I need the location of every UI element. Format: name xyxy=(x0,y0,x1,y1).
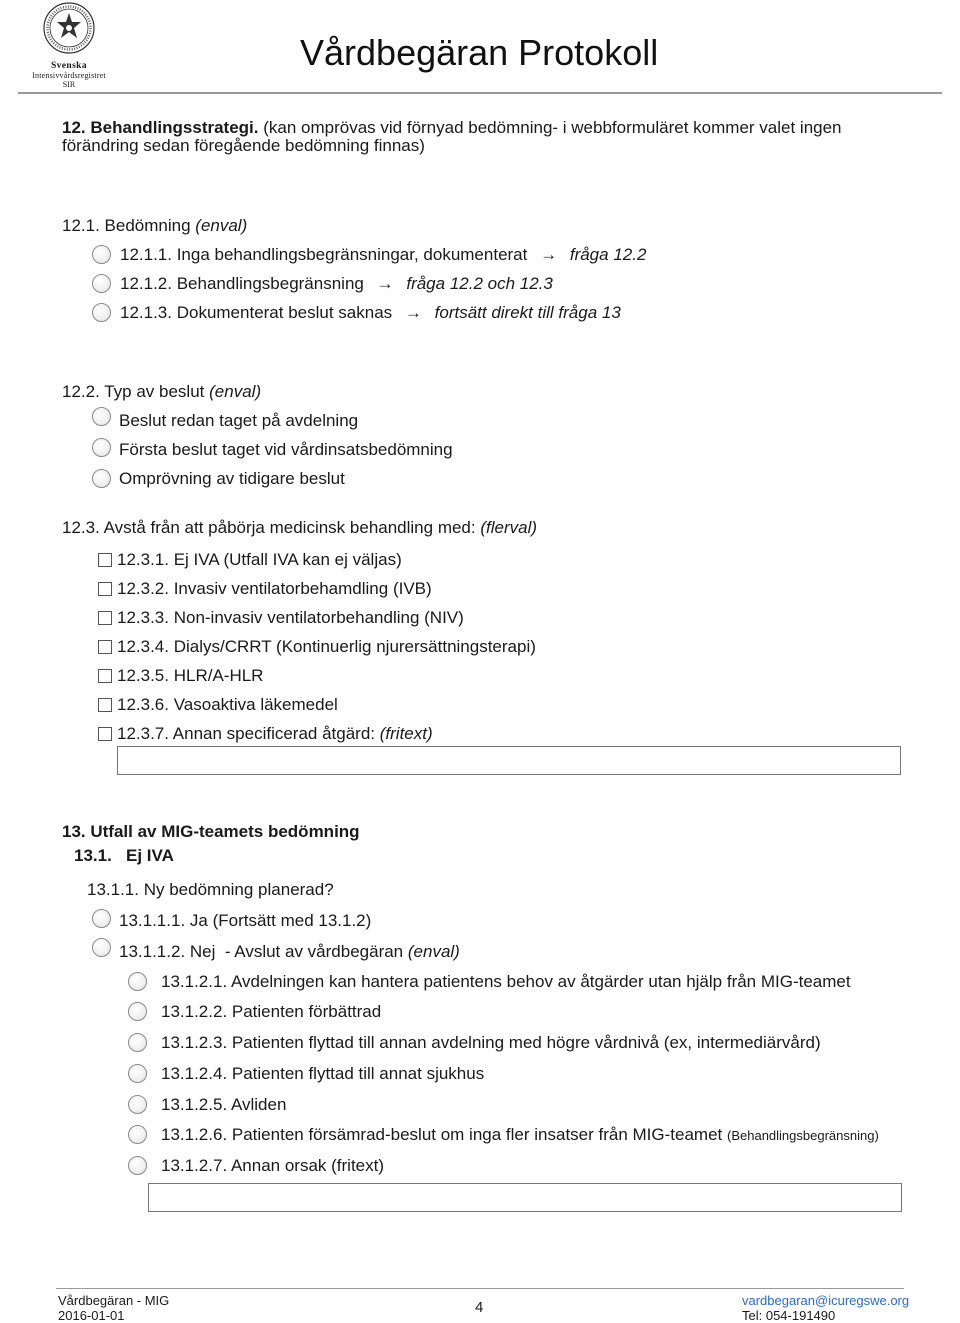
option-12-3-2: 12.3.2. Invasiv ventilatorbehamdling (IVB) xyxy=(117,579,432,598)
checkbox-12-3-6[interactable] xyxy=(98,698,112,712)
option-12-3-7-mode: (fritext) xyxy=(379,724,433,743)
sir-seal-emblem xyxy=(43,2,95,54)
option-12-1-1 xyxy=(120,245,646,265)
option-12-1-3-target: fortsätt direkt till fråga 13 xyxy=(434,303,621,322)
option-13-1-1-2-label: 13.1.1.2. Nej - Avslut av vårdbegäran xyxy=(119,942,404,961)
radio-12-1-1[interactable] xyxy=(92,245,111,264)
arrow-right-icon: → xyxy=(376,274,394,293)
section-12-note-line2: förändring sedan föregående bedömning finnas) xyxy=(62,136,425,155)
question-12-2-label: 12.2. Typ av beslut xyxy=(62,382,205,401)
section-12-intro xyxy=(62,118,842,138)
question-12-3-mode: (flerval) xyxy=(480,518,538,537)
section-13-heading: 13. Utfall av MIG-teamets bedömning xyxy=(62,822,360,841)
option-12-2-2: Första beslut taget vid vårdinsatsbedömning xyxy=(119,440,453,459)
option-13-1-2-7: 13.1.2.7. Annan orsak (fritext) xyxy=(161,1156,385,1175)
footer-doc-name: Vårdbegäran - MIG xyxy=(58,1293,170,1308)
option-12-1-2-target: fråga 12.2 och 12.3 xyxy=(406,274,553,293)
option-13-1-2-6-label: 13.1.2.6. Patienten försämrad-beslut om inga fler insatser från MIG-teamet xyxy=(161,1125,723,1144)
option-13-1-2-5: 13.1.2.5. Avliden xyxy=(161,1095,287,1114)
radio-12-2-1[interactable] xyxy=(92,407,111,426)
checkbox-12-3-7[interactable] xyxy=(98,727,112,741)
checkbox-12-3-2[interactable] xyxy=(98,582,112,596)
checkbox-12-3-3[interactable] xyxy=(98,611,112,625)
option-13-1-1-2-mode: (enval) xyxy=(407,942,460,961)
radio-13-1-1-1[interactable] xyxy=(92,909,111,928)
question-13-1-1: 13.1.1. Ny bedömning planerad? xyxy=(87,880,334,899)
option-12-1-2 xyxy=(120,274,553,294)
checkbox-12-3-1[interactable] xyxy=(98,553,112,567)
radio-12-2-3[interactable] xyxy=(92,469,111,488)
option-12-3-6: 12.3.6. Vasoaktiva läkemedel xyxy=(117,695,338,714)
option-13-1-1-1: 13.1.1.1. Ja (Fortsätt med 13.1.2) xyxy=(119,911,372,930)
question-12-2 xyxy=(62,382,261,402)
option-12-1-1-label: 12.1.1. Inga behandlingsbegränsningar, dokumenterat xyxy=(120,245,528,264)
radio-12-1-2[interactable] xyxy=(92,274,111,293)
option-12-2-1: Beslut redan taget på avdelning xyxy=(119,411,359,430)
option-13-1-2-1: 13.1.2.1. Avdelningen kan hantera patientens behov av åtgärder utan hjälp från MIG-teamet xyxy=(161,972,851,991)
option-13-1-2-3: 13.1.2.3. Patienten flyttad till annan avdelning med högre vårdnivå (ex, intermediärvård) xyxy=(161,1033,821,1052)
radio-13-1-2-3[interactable] xyxy=(128,1033,147,1052)
section-13-1-heading: 13.1. Ej IVA xyxy=(74,846,174,865)
footer-phone: Tel: 054-191490 xyxy=(742,1308,836,1323)
logo-text-registret: Intensivvårdsregistret xyxy=(32,71,106,80)
question-12-1-mode: (enval) xyxy=(195,216,248,235)
question-12-1-label: 12.1. Bedömning xyxy=(62,216,191,235)
footer-email-link[interactable]: vardbegaran@icuregswe.org xyxy=(742,1293,910,1308)
radio-13-1-2-2[interactable] xyxy=(128,1002,147,1021)
option-12-1-3 xyxy=(120,303,621,323)
header-divider xyxy=(18,92,942,94)
free-text-field-13-1-2-7[interactable] xyxy=(148,1183,902,1212)
option-12-1-1-target: fråga 12.2 xyxy=(569,245,647,264)
option-13-1-1-2 xyxy=(119,942,460,962)
section-12-heading: 12. Behandlingsstrategi. xyxy=(62,118,259,137)
option-12-3-1: 12.3.1. Ej IVA (Utfall IVA kan ej väljas) xyxy=(117,550,402,569)
arrow-right-icon: → xyxy=(404,303,422,322)
question-12-1 xyxy=(62,216,247,236)
option-13-1-2-2: 13.1.2.2. Patienten förbättrad xyxy=(161,1002,382,1021)
section-12-note-line1: (kan omprövas vid förnyad bedömning- i webbformuläret kommer valet ingen xyxy=(263,118,842,137)
option-12-1-2-label: 12.1.2. Behandlingsbegränsning xyxy=(120,274,364,293)
option-12-1-3-label: 12.1.3. Dokumenterat beslut saknas xyxy=(120,303,393,322)
radio-13-1-2-5[interactable] xyxy=(128,1095,147,1114)
free-text-field-12-3-7[interactable] xyxy=(117,746,901,775)
option-12-2-3: Omprövning av tidigare beslut xyxy=(119,469,345,488)
footer-date: 2016-01-01 xyxy=(58,1308,125,1323)
option-12-3-4: 12.3.4. Dialys/CRRT (Kontinuerlig njurersättningsterapi) xyxy=(117,637,536,656)
radio-13-1-2-1[interactable] xyxy=(128,972,147,991)
option-13-1-2-6-note: (Behandlingsbegränsning) xyxy=(727,1128,879,1143)
radio-13-1-1-2[interactable] xyxy=(92,938,111,957)
page-number: 4 xyxy=(475,1299,484,1316)
logo-text-svenska: Svenska xyxy=(50,61,88,71)
arrow-right-icon: → xyxy=(540,245,558,264)
option-12-3-7-label: 12.3.7. Annan specificerad åtgärd: xyxy=(117,724,376,743)
radio-13-1-2-6[interactable] xyxy=(128,1125,147,1144)
radio-12-1-3[interactable] xyxy=(92,303,111,322)
option-13-1-2-6 xyxy=(161,1125,879,1145)
option-12-3-3: 12.3.3. Non-invasiv ventilatorbehandling (NIV) xyxy=(117,608,464,627)
option-13-1-2-4: 13.1.2.4. Patienten flyttad till annat sjukhus xyxy=(161,1064,485,1083)
radio-13-1-2-4[interactable] xyxy=(128,1064,147,1083)
radio-13-1-2-7[interactable] xyxy=(128,1156,147,1175)
radio-12-2-2[interactable] xyxy=(92,438,111,457)
sir-logo xyxy=(14,2,124,89)
logo-text-sir: SIR xyxy=(62,80,76,89)
checkbox-12-3-4[interactable] xyxy=(98,640,112,654)
question-12-3-label: 12.3. Avstå från att påbörja medicinsk behandling med: xyxy=(62,518,476,537)
option-12-3-5: 12.3.5. HLR/A-HLR xyxy=(117,666,264,685)
document-title: Vårdbegäran Protokoll xyxy=(300,32,659,73)
checkbox-12-3-5[interactable] xyxy=(98,669,112,683)
question-12-2-mode: (enval) xyxy=(209,382,262,401)
option-12-3-7 xyxy=(117,724,433,744)
footer-divider xyxy=(56,1288,904,1289)
question-12-3 xyxy=(62,518,537,538)
